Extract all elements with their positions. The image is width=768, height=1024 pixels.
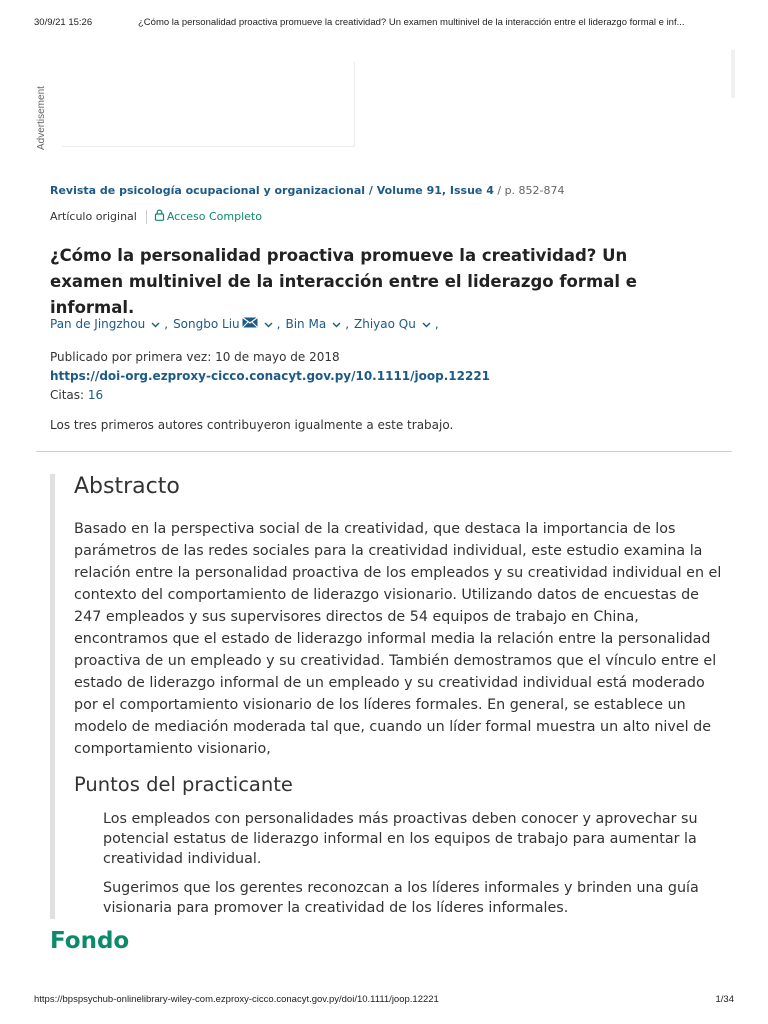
- author-note: Los tres primeros autores contribuyeron igualmente a este trabajo.: [50, 418, 454, 432]
- section-heading-background: Fondo: [50, 928, 130, 954]
- author-name[interactable]: Pan de Jingzhou: [50, 317, 146, 331]
- advertisement-slot: [62, 62, 355, 147]
- author-separator: ,: [434, 317, 439, 331]
- print-url: https://bpspsychub-onlinelibrary-wiley-com.ezproxy-cicco.conacyt.gov.py/doi/10.1111/joop.12221: [34, 994, 439, 1005]
- advertisement-label: Advertisement: [36, 86, 47, 150]
- print-footer: [34, 994, 734, 1005]
- abstract-accent-bar: [50, 474, 55, 919]
- chevron-down-icon[interactable]: [264, 317, 273, 331]
- chevron-down-icon[interactable]: [151, 317, 160, 331]
- author-name[interactable]: Bin Ma: [285, 317, 327, 331]
- breadcrumb-separator: /: [365, 184, 377, 197]
- access-label: Acceso Completo: [166, 210, 262, 223]
- practitioner-points-list: [103, 809, 723, 927]
- print-header: [34, 17, 734, 28]
- access-badge: [154, 209, 262, 224]
- citations-label: Citas:: [50, 388, 85, 402]
- breadcrumb: [50, 184, 565, 197]
- abstract-heading: Abstracto: [74, 474, 180, 499]
- page-range: p. 852-874: [504, 184, 565, 197]
- list-item: Sugerimos que los gerentes reconozcan a los líderes informales y brinden una guía visionaria para promover la creatividad de los líderes informales.: [103, 880, 699, 916]
- author-list: [50, 317, 444, 331]
- author-separator: ,: [345, 317, 350, 331]
- divider: [146, 210, 147, 224]
- author-name[interactable]: Zhiyao Qu: [354, 317, 416, 331]
- article-meta-row: [50, 209, 262, 224]
- print-datetime: 30/9/21 15:26: [34, 17, 93, 28]
- published-line: [50, 348, 490, 367]
- article-type: Artículo original: [50, 210, 137, 223]
- published-label: Publicado por primera vez:: [50, 350, 212, 364]
- author-separator: ,: [164, 317, 169, 331]
- publication-info: [50, 348, 490, 405]
- chevron-down-icon[interactable]: [332, 317, 341, 331]
- author-name[interactable]: Songbo Liu: [173, 317, 240, 331]
- list-item: Los empleados con personalidades más proactivas deben conocer y aprovechar su potencial estatus de liderazgo informal en los equipos de trabajo para aumentar la creatividad individual.: [103, 811, 698, 867]
- section-divider: [36, 451, 732, 452]
- author-item[interactable]: [50, 317, 164, 331]
- breadcrumb-separator: /: [493, 184, 505, 197]
- print-doc-title: ¿Cómo la personalidad proactiva promueve la creatividad? Un examen multinivel de la interacción entre el liderazgo formal e inf...: [138, 17, 685, 28]
- author-separator: ,: [276, 317, 281, 331]
- scrollbar[interactable]: [731, 50, 735, 98]
- author-item[interactable]: [173, 317, 277, 331]
- mail-icon[interactable]: [242, 317, 258, 331]
- volume-issue-link[interactable]: Volume 91, Issue 4: [376, 184, 494, 197]
- chevron-down-icon[interactable]: [422, 317, 431, 331]
- citations-line: [50, 386, 490, 405]
- journal-link[interactable]: Revista de psicología ocupacional y organizacional: [50, 184, 366, 197]
- print-page-number: 1/34: [715, 994, 734, 1005]
- abstract-body: Basado en la perspectiva social de la creatividad, que destaca la importancia de los parámetros de las redes sociales para la creatividad individual, este estudio examina la relación entre la personalidad proactiva de los empleados y su creatividad individual en el contexto del comportamiento de liderazgo visionario. Utilizando datos de encuestas de 247 empleados y sus supervisores directos de 54 equipos de trabajo en China, encontramos que el estado de liderazgo informal media la relación entre la personalidad proactiva de un empleado y su creatividad. También demostramos que el vínculo entre el estado de liderazgo informal de un empleado y su creatividad individual está moderado por el comportamiento visionario de los líderes formales. En general, se establece un modelo de mediación moderada tal que, cuando un líder formal muestra un alto nivel de comportamiento visionario,: [74, 521, 722, 757]
- article-title: ¿Cómo la personalidad proactiva promueve la creatividad? Un examen multinivel de la interacción entre el liderazgo formal e informal.: [50, 246, 637, 317]
- author-item[interactable]: [285, 317, 345, 331]
- published-date: 10 de mayo de 2018: [215, 350, 340, 364]
- lock-icon: [154, 209, 165, 224]
- practitioner-points-heading: Puntos del practicante: [74, 773, 293, 796]
- citations-count[interactable]: 16: [87, 388, 104, 402]
- author-item[interactable]: [354, 317, 435, 331]
- doi-link[interactable]: https://doi-org.ezproxy-cicco.conacyt.gov.py/10.1111/joop.12221: [50, 369, 491, 383]
